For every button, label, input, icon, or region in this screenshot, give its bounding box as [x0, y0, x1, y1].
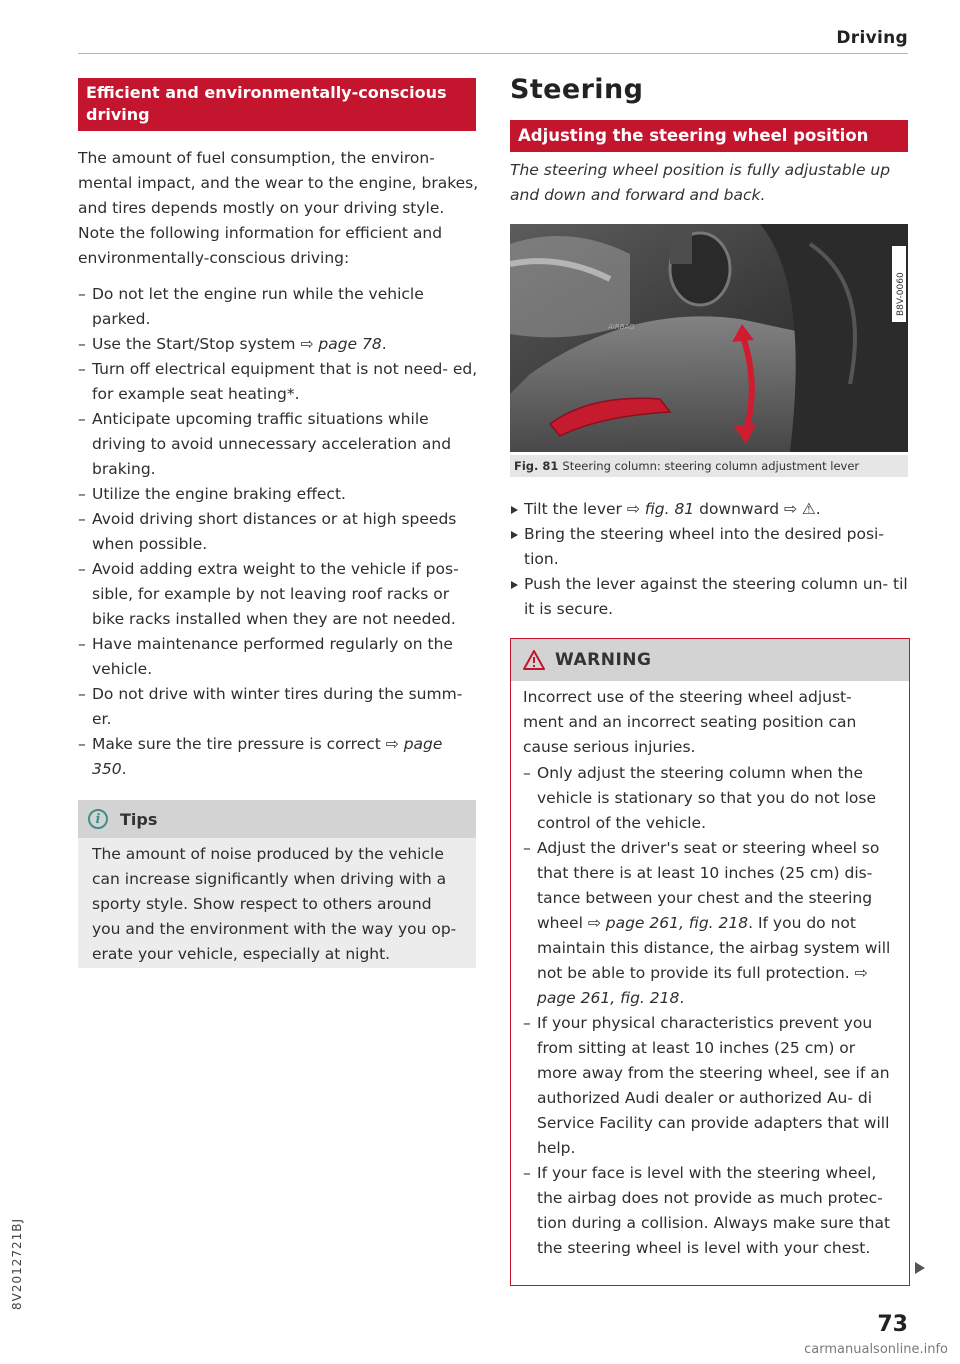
tips-body: The amount of noise produced by the vehicle can increase significantly when driving with a sporty style. Show respect to others around you and the environment with the way you op- erate your vehicle, especially at night. [92, 845, 457, 963]
tips-title: Tips [120, 809, 158, 829]
warning-header [511, 639, 909, 681]
list-item: – Make sure the tire pressure is correct ⇨ page 350. [78, 732, 480, 782]
warning-body [511, 681, 909, 1261]
warning-box [510, 638, 910, 1286]
left-column [78, 146, 480, 782]
steering-column-figure [510, 224, 908, 452]
page-reference-link[interactable]: ⇨ page 350 [92, 735, 443, 778]
left-section-heading: Efficient and environmentally-conscious driving [78, 78, 476, 131]
list-item: – Do not drive with winter tires during the summ- er. [78, 682, 480, 732]
steering-column-illustration [510, 224, 908, 452]
list-item: – If your physical characteristics prevent you from sitting at least 10 inches (25 cm) or more away from the steering wheel, see if an authorized Audi dealer or authorized Au- di Service Facility can provide adapters that will help. [523, 1011, 897, 1161]
eco-tips-list [78, 282, 480, 782]
figure-caption-text: Steering column: steering column adjustment lever [562, 459, 860, 473]
header-rule [78, 53, 908, 54]
list-item: – Turn off electrical equipment that is not need- ed, for example seat heating*. [78, 357, 480, 407]
document-code: 8V2012721BJ [10, 1217, 24, 1310]
list-item: – Adjust the driver's seat or steering wheel so that there is at least 10 inches (25 cm) dis- tance between your chest and the steering wheel ⇨ page 261, fig. 218. If you do not maintain this distance, the airbag system will not be able to provide its full protection. ⇨ page 261, fig. 218. [523, 836, 897, 1011]
page-title: Steering [510, 74, 644, 105]
warning-list [523, 761, 897, 1261]
list-item: – Avoid adding extra weight to the vehicle if pos- sible, for example by not leaving roof racks or bike racks installed when they are not needed. [78, 557, 480, 632]
figure-code: B8V-0060 [896, 272, 906, 316]
page-reference-link[interactable]: ⇨ page 78 [300, 335, 382, 353]
page-reference-link[interactable]: ⇨ page 261, fig. 218 [587, 914, 749, 932]
figure-label: Fig. 81 [514, 459, 559, 473]
list-item: – Do not let the engine run while the vehicle parked. [78, 282, 480, 332]
svg-text:AIRBAG: AIRBAG [608, 323, 635, 331]
left-intro: The amount of fuel consumption, the environ- mental impact, and the wear to the engine, brakes, and tires depends mostly on your driving style. Note the following information for efficient and environmentally-conscious driving: [78, 149, 479, 267]
info-icon: i [88, 809, 108, 829]
list-item: – Only adjust the steering column when the vehicle is stationary so that you do not lose control of the vehicle. [523, 761, 897, 836]
list-item: Push the lever against the steering column un- til it is secure. [510, 572, 910, 622]
page-reference-link[interactable]: ⇨ page 261, fig. 218 [537, 964, 868, 1007]
list-item: Bring the steering wheel into the desired posi- tion. [510, 522, 910, 572]
section-label: Driving [836, 28, 908, 48]
continue-arrow-icon [915, 1262, 925, 1274]
figure-caption [510, 455, 908, 477]
warning-title: WARNING [555, 650, 652, 670]
list-item: – If your face is level with the steering wheel, the airbag does not provide as much protec- tion during a collision. Always make sure that the steering wheel is level with your chest. [523, 1161, 897, 1261]
list-item: – Utilize the engine braking effect. [78, 482, 480, 507]
watermark: carmanualsonline.info [804, 1342, 948, 1357]
tips-box [78, 800, 476, 968]
page-number: 73 [877, 1312, 908, 1337]
tips-header [78, 800, 476, 838]
list-item: – Have maintenance performed regularly on the vehicle. [78, 632, 480, 682]
right-section-heading: Adjusting the steering wheel position [510, 120, 908, 152]
warning-intro: Incorrect use of the steering wheel adjust- ment and an incorrect seating position can cause serious injuries. [523, 688, 857, 756]
list-item: Tilt the lever ⇨ fig. 81 downward ⇨ ⚠. [510, 497, 910, 522]
adjustment-steps [510, 497, 910, 622]
list-item: – Avoid driving short distances or at high speeds when possible. [78, 507, 480, 557]
warning-triangle-icon [523, 650, 545, 670]
steps-list [510, 497, 910, 622]
figure-reference-link[interactable]: ⇨ fig. 81 [626, 500, 695, 518]
list-item: – Use the Start/Stop system ⇨ page 78. [78, 332, 480, 357]
right-intro: The steering wheel position is fully adjustable up and down and forward and back. [510, 161, 891, 204]
list-item: – Anticipate upcoming traffic situations while driving to avoid unnecessary acceleration and braking. [78, 407, 480, 482]
